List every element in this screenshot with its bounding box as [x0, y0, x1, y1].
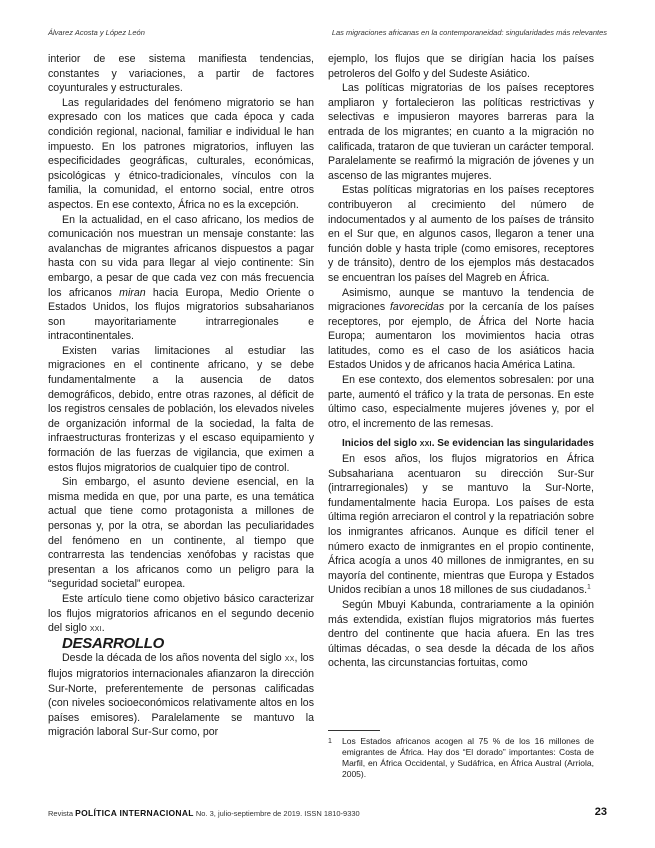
right-column	[328, 52, 594, 671]
running-header	[48, 28, 607, 40]
emphasis-text: miran	[119, 286, 146, 299]
section-title: DESARROLLO	[62, 634, 165, 652]
header-article-title: Las migraciones africanas en la contemporaneidad: singularidades más relevantes	[331, 28, 607, 37]
paragraph: Sin embargo, el asunto deviene esencial, en la misma medida en que, por una parte, es una temática actual que tiene como protagonista a millones de personas y, por la otra, se abordan las peculiaridades del fenómeno en un continente, al tiempo que contrarresta las tendencias xenófobas y racistas que presentan a los africanos como un peligro para la “seguridad societal” europea.	[48, 476, 314, 591]
paragraph: Existen varias limitaciones al estudiar las migraciones en el continente africano, y se debe fundamentalmente a la ausencia de datos demográficos, debido, entre otras razones, al déficit de los registros censales de población, los elevados niveles de organización informal de la sociedad, la falta de infraestructuras fronterizas y el escaso equipamiento y formación de las fuerzas de vigilancia, que eximen a estos flujos migratorios de cualquier tipo de control.	[48, 344, 314, 474]
paragraph	[48, 651, 314, 740]
footnote	[328, 736, 594, 780]
page-footer	[48, 807, 607, 821]
paragraph-text: En esos años, los flujos migratorios en África Subsahariana acentuaron su dirección Sur-Sur (intrarregionales) y se mantuvo la Sur-Norte, fundamentalmente hacia Europa. Los países de esta última región arreciaron el control y la repatriación sobre los inmigrantes africanos. Aunque es difícil tener el número exacto de inmigrantes en el propio continente, África acogía a unos 40 millones de inmigrantes, en su mayoría del continente, mientras que Europa y Estados Unidos recibían a unos 18 millones de sus ciudadanos.	[328, 453, 594, 597]
paragraph: Las regularidades del fenómeno migratorio se han expresado con los matices que cada época y cada condición regional, nacional, familiar e individual le han impuesto. En los patrones migratorios, influyen las especificidades geográficas, culturales, económicas, psicológicas y étnico-tradicionales, vínculos con la familia, la comunidad, el entorno social, entre otros aspectos. En ese contexto, África no es la excepción.	[48, 96, 314, 211]
paragraph: En ese contexto, dos elementos sobresalen: por una parte, aumentó el tráfico y la trata de personas. En este último caso, especialmente mujeres jóvenes y, por el otro, el incremento de las remesas.	[328, 374, 594, 430]
footnote-reference[interactable]: 1	[587, 583, 591, 591]
paragraph: Las políticas migratorias de los países receptores ampliaron y fortalecieron las políticas restrictivas y selectivas e impusieron mayores barreras para la entrada de los migrantes; en cuanto a la migración no calificada, trataron de que tuvieran un carácter temporal. Paralelamente se reafirmó la migración de jóvenes y un ascenso de las migrantes mujeres.	[328, 82, 594, 182]
century-numeral: xxi	[89, 623, 102, 635]
journal-details: No. 3, julio-septiembre de 2019. ISSN 1810-9330	[195, 809, 360, 818]
page-number: 23	[594, 806, 607, 818]
paragraph	[48, 213, 314, 344]
subsection-title-text: . Se evidencian las singularidades	[431, 438, 594, 450]
paragraph	[48, 592, 314, 637]
century-numeral: xxi	[419, 438, 432, 450]
paragraph	[328, 286, 594, 374]
header-authors: Álvarez Acosta y López León	[48, 28, 145, 37]
journal-name: POLÍTICA INTERNACIONAL	[75, 808, 194, 818]
paragraph-text: Este artículo tiene como objetivo básico caracterizar los flujos migratorios africanos en el segundo decenio del siglo	[48, 592, 314, 635]
emphasis-text: favorecidas	[389, 301, 445, 314]
paragraph-text: Desde la década de los años noventa del siglo	[62, 652, 285, 665]
paragraph: interior de ese sistema manifiesta tendencias, constantes y variaciones, a partir de factores coyunturales y estructurales.	[48, 53, 314, 95]
paragraph: Estas políticas migratorias en los países receptores contribuyeron al crecimiento del número de indocumentados y al aumento de los países de tránsito en el Sur que, en algunos casos, llegaron a tener una función doble y hasta triple (como emisores, receptores y de tránsito), dentro de los ejemplos más destacados se encuentran los países del Magreb en África.	[328, 184, 594, 284]
paragraph-text: Asimismo, aunque se mantuvo la tendencia de migraciones	[328, 286, 594, 314]
left-column	[48, 52, 314, 740]
paragraph: ejemplo, los flujos que se dirigían hacia los países petroleros del Golfo y del Sudeste Asiático.	[328, 53, 594, 80]
paragraph-text: En la actualidad, en el caso africano, los medios de comunicación nos muestran un mensaje constante: las avalanchas de migrantes africanos dispuestos a pagar hasta con su vida para llegar al viejo continente: Sin embargo, a pesar de que cada vez con más frecuencia los africanos	[48, 213, 314, 299]
footnote-number: 1	[328, 738, 332, 745]
subsection-title	[328, 437, 594, 452]
paragraph	[328, 452, 594, 598]
journal-prefix: Revista	[48, 809, 74, 818]
century-numeral: xx	[284, 653, 295, 665]
paragraph-text: por la cercanía de los países receptores, por ejemplo, de África del Norte hacia Europa; aumentaron los movimientos hacia otras latitudes, como es el caso de los asiáticos hacia Estados Unidos y de africanos hacia América Latina.	[328, 301, 594, 372]
footnote-divider	[328, 730, 380, 731]
paragraph-text: , los flujos migratorios internacionales afianzaron la dirección Sur-Norte, preferentemente de personas calificadas (con niveles socioeconómicos relativamente altos en los países emisores). Paralelamente se mantuvo la migración laboral Sur-Sur como, por	[48, 652, 314, 739]
journal-citation	[48, 808, 360, 818]
paragraph-text: .	[101, 622, 105, 635]
footnote-text: Los Estados africanos acogen al 75 % de los 16 millones de emigrantes de África. Hay dos “El dorado” importantes: Costa de Marfil, en África Occidental, y Sudáfrica, en África Austral (Arriola, 2005).	[342, 736, 594, 779]
paragraph: Según Mbuyi Kabunda, contrariamente a la opinión más extendida, existían flujos migratorios más fuertes dentro del continente que hacia afuera. En las tres últimas décadas, o sea desde la década de los años ochenta, las circunstancias fortuitas, como	[328, 598, 594, 670]
subsection-title-text: Inicios del siglo	[342, 438, 420, 450]
paragraph-text: hacia Europa, Medio Oriente o Estados Unidos, los flujos migratorios subsaharianos son mayoritariamente intrarregionales e intracontinentales.	[48, 286, 314, 343]
